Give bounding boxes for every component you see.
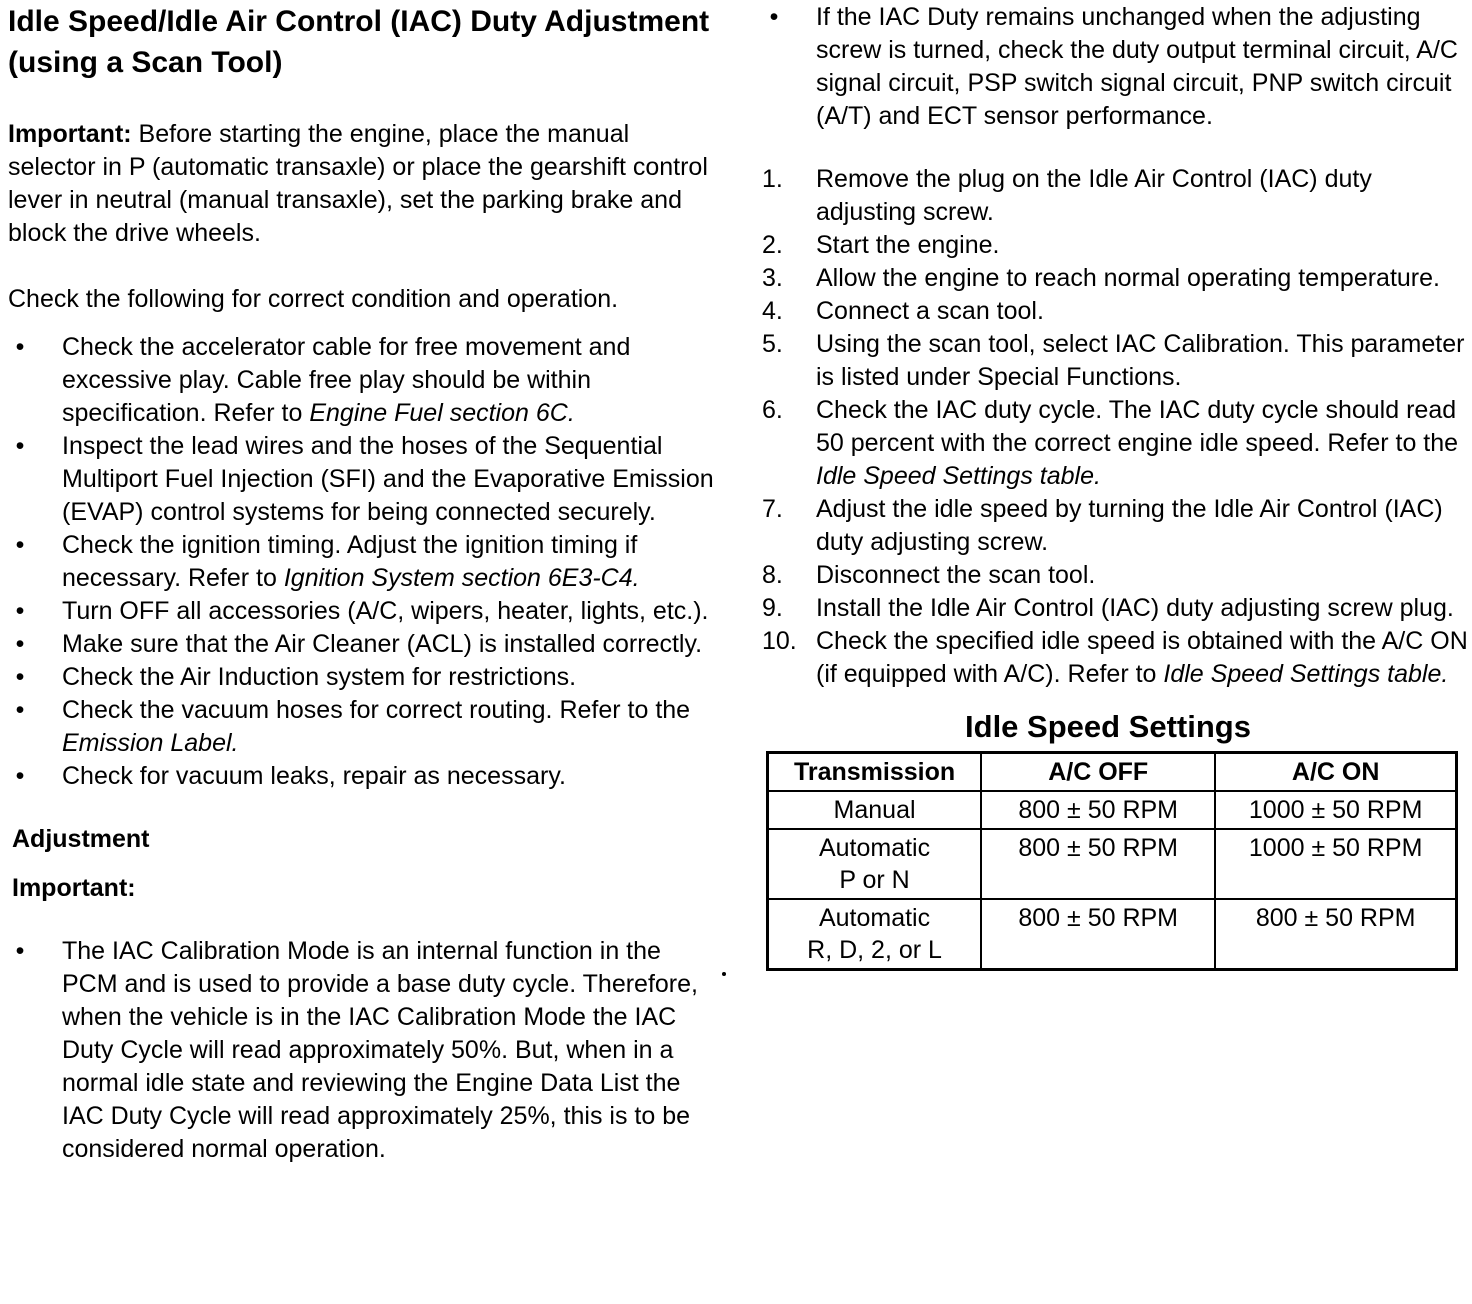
list-item: • Check the Air Induction system for restrictions. (8, 661, 720, 694)
bullet-icon: • (15, 531, 25, 559)
step-number: 5. (762, 330, 783, 358)
column-header: A/C OFF (981, 753, 1215, 792)
reference-link: Idle Speed Settings table. (1163, 660, 1449, 688)
idle-speed-table (766, 751, 1458, 971)
list-item: • Check the accelerator cable for free movement and excessive play. Cable free play should be within specification. Refer to Engine Fuel section 6C. (8, 331, 720, 430)
adjustment-notes (8, 935, 720, 1166)
steps-list (762, 163, 1468, 691)
page-title: Idle Speed/Idle Air Control (IAC) Duty Adjustment (using a Scan Tool) (8, 5, 710, 79)
column-header: A/C ON (1215, 753, 1456, 792)
step-number: 2. (762, 231, 783, 259)
checks-list (8, 331, 720, 793)
step-number: 10. (762, 627, 797, 655)
list-item: 9. Install the Idle Air Control (IAC) duty adjusting screw plug. (762, 592, 1468, 625)
bullet-icon: • (15, 663, 25, 691)
ac-on-cell: 800 ± 50 RPM (1215, 899, 1456, 970)
list-item: • If the IAC Duty remains unchanged when the adjusting screw is turned, check the duty output terminal circuit, A/C signal circuit, PSP switch signal circuit, PNP switch circuit (A/T) and ECT sensor performance. (762, 1, 1468, 133)
reference-link: Emission Label. (62, 729, 239, 757)
reference-link: Ignition System section 6E3-C4. (283, 564, 640, 592)
list-item: • The IAC Calibration Mode is an internal function in the PCM and is used to provide a base duty cycle. Therefore, when the vehicle is in the IAC Calibration Mode the IAC Duty Cycle will read approximately 50%. But, when in a normal idle state and reviewing the Engine Data List the IAC Duty Cycle will read approximately 25%, this is to be considered normal operation. (8, 935, 720, 1166)
list-item: 5. Using the scan tool, select IAC Calibration. This parameter is listed under Special Functions. (762, 330, 1465, 391)
step-number: 7. (762, 495, 783, 523)
important-text: Before starting the engine, place the manual selector in P (automatic transaxle) or place the gearshift control lever in neutral (manual transaxle), set the parking brake and block the drive wheels. (8, 120, 708, 247)
important-label: Important: (8, 120, 132, 148)
ac-off-cell: 800 ± 50 RPM (981, 899, 1215, 970)
table-row (768, 791, 1457, 829)
bullet-icon: • (15, 696, 25, 724)
step-number: 4. (762, 297, 783, 325)
bullet-icon: • (15, 937, 25, 965)
list-item: 10. Check the specified idle speed is obtained with the A/C ON (if equipped with A/C). Refer to Idle Speed Settings table. (762, 627, 1468, 688)
important-intro (8, 118, 720, 250)
bullet-icon: • (15, 432, 25, 460)
column-header: Transmission (768, 753, 982, 792)
list-item: 1. Remove the plug on the Idle Air Control (IAC) duty adjusting screw. (762, 165, 1372, 226)
step-number: 9. (762, 594, 783, 622)
list-item: • Turn OFF all accessories (A/C, wipers, heater, lights, etc.). (8, 595, 720, 628)
adjustment-heading: Adjustment (12, 825, 150, 853)
transmission-cell: Automatic R, D, 2, or L (768, 899, 982, 970)
list-item: • Inspect the lead wires and the hoses of the Sequential Multiport Fuel Injection (SFI) and the Evaporative Emission (EVAP) control systems for being connected securely. (8, 430, 720, 529)
bullet-icon: • (769, 3, 779, 31)
ac-on-cell: 1000 ± 50 RPM (1215, 829, 1456, 899)
bullet-icon: • (15, 762, 25, 790)
list-item: 7. Adjust the idle speed by turning the Idle Air Control (IAC) duty adjusting screw. (762, 495, 1443, 556)
bullet-icon: • (15, 333, 25, 361)
stray-mark (722, 972, 726, 976)
step-number: 3. (762, 264, 783, 292)
adjustment-notes-continued (762, 1, 1468, 133)
step-number: 6. (762, 396, 783, 424)
list-item: • Check the ignition timing. Adjust the ignition timing if necessary. Refer to Ignition System section 6E3-C4. (8, 529, 720, 595)
list-item: 6. Check the IAC duty cycle. The IAC duty cycle should read 50 percent with the correct engine idle speed. Refer to the Idle Speed Settings table. (762, 396, 1459, 490)
list-item: 4. Connect a scan tool. (762, 295, 1468, 328)
list-item: 3. Allow the engine to reach normal operating temperature. (762, 262, 1468, 295)
step-number: 8. (762, 561, 783, 589)
adjustment-important-label: Important: (12, 874, 136, 902)
ac-off-cell: 800 ± 50 RPM (981, 791, 1215, 829)
table-title: Idle Speed Settings (965, 709, 1251, 744)
check-intro: Check the following for correct condition and operation. (8, 285, 619, 313)
bullet-icon: • (15, 597, 25, 625)
table-header-row (768, 753, 1457, 792)
table-row (768, 829, 1457, 899)
left-column (8, 0, 720, 1166)
right-column (762, 0, 1468, 971)
ac-off-cell: 800 ± 50 RPM (981, 829, 1215, 899)
list-item: 2. Start the engine. (762, 229, 1468, 262)
transmission-cell: Automatic P or N (768, 829, 982, 899)
list-item: 8. Disconnect the scan tool. (762, 559, 1468, 592)
step-number: 1. (762, 165, 783, 193)
transmission-cell: Manual (768, 791, 982, 829)
reference-link: Engine Fuel section 6C. (309, 399, 575, 427)
reference-link: Idle Speed Settings table. (816, 462, 1101, 490)
bullet-icon: • (15, 630, 25, 658)
table-row (768, 899, 1457, 970)
ac-on-cell: 1000 ± 50 RPM (1215, 791, 1456, 829)
list-item: • Make sure that the Air Cleaner (ACL) is installed correctly. (8, 628, 720, 661)
list-item: • Check the vacuum hoses for correct routing. Refer to the Emission Label. (8, 694, 720, 760)
list-item: • Check for vacuum leaks, repair as necessary. (8, 760, 720, 793)
